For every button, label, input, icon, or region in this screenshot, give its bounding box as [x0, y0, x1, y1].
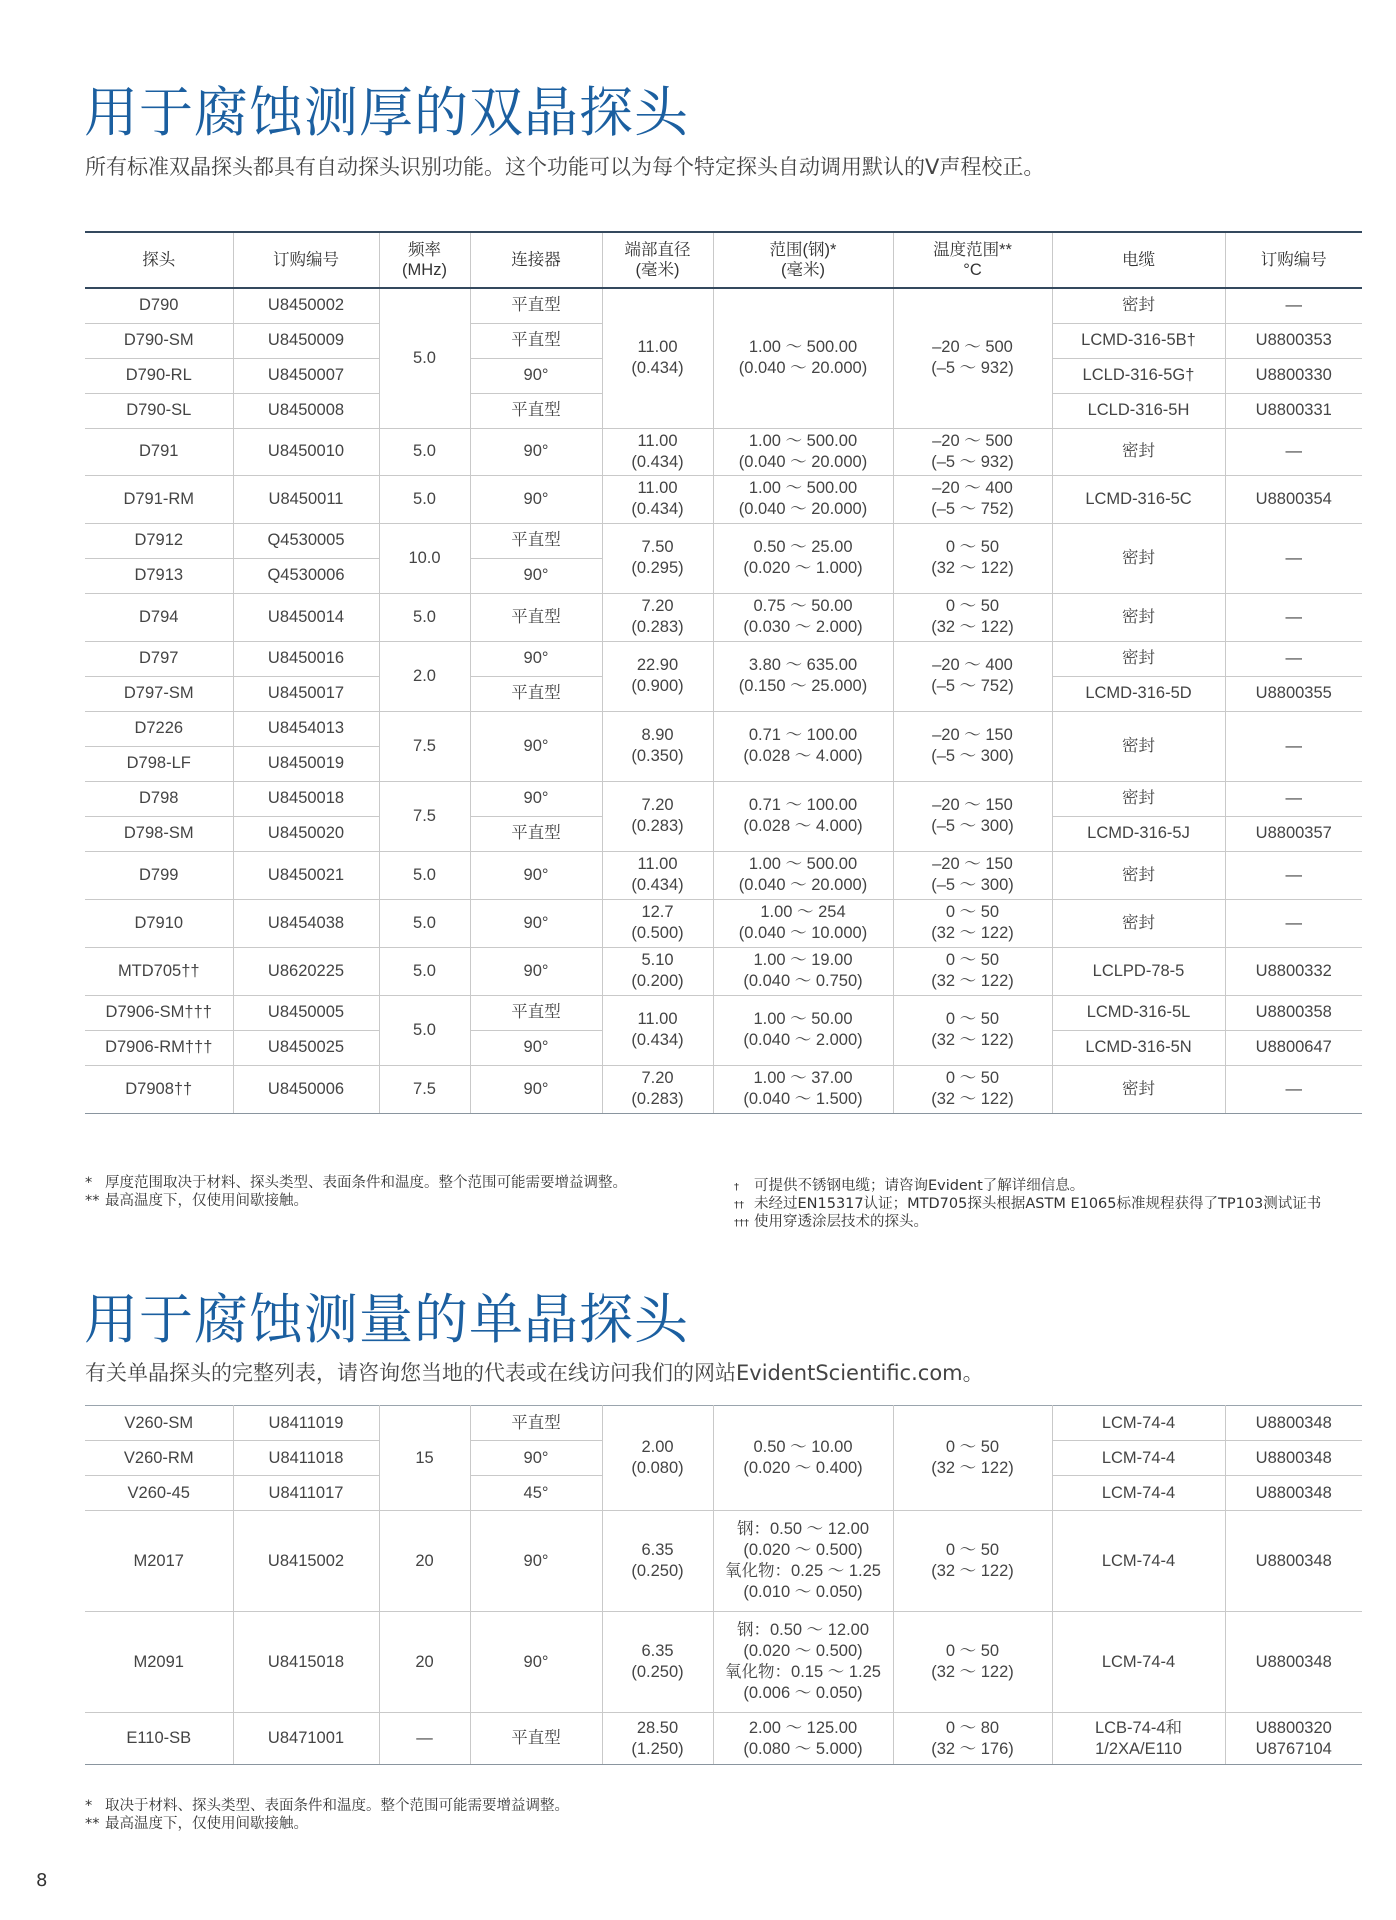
freq-cell: 5.0 — [379, 899, 470, 947]
freq-cell: 5.0 — [379, 288, 470, 428]
temp-cell: 0 ～ 50 (32 ～ 122) — [893, 899, 1052, 947]
probe-cell: D794 — [85, 593, 233, 641]
cable-cell: LCMD-316-5J — [1052, 816, 1225, 851]
diameter-cell: 5.10 (0.200) — [602, 947, 713, 995]
cable-cell: LCMD-316-5D — [1052, 676, 1225, 711]
freq-cell: 5.0 — [379, 947, 470, 995]
table-header-row — [85, 232, 1362, 288]
diameter-cell: 11.00 (0.434) — [602, 288, 713, 428]
probe-cell: D790-SL — [85, 393, 233, 428]
temp-cell: 0 ～ 50 (32 ～ 122) — [893, 995, 1052, 1065]
connector-cell: 90° — [470, 1030, 602, 1065]
freq-cell: — — [379, 1713, 470, 1765]
footnote — [85, 1815, 308, 1833]
order-cell: U8450002 — [233, 288, 379, 323]
probe-cell: D797 — [85, 641, 233, 676]
connector-cell: 平直型 — [470, 816, 602, 851]
freq-cell: 5.0 — [379, 593, 470, 641]
order-cell: U8450009 — [233, 323, 379, 358]
table-row — [85, 641, 1362, 676]
cable-order-cell: U8800358 — [1225, 995, 1362, 1030]
col-header: 温度范围** °C — [893, 232, 1052, 288]
diameter-cell: 6.35 (0.250) — [602, 1612, 713, 1713]
temp-cell: –20 ～ 500 (–5 ～ 932) — [893, 428, 1052, 475]
order-cell: U8411018 — [233, 1441, 379, 1476]
cable-order-cell: U8800332 — [1225, 947, 1362, 995]
range-cell: 1.00 ～ 254 (0.040 ～ 10.000) — [713, 899, 893, 947]
range-cell: 0.75 ～ 50.00 (0.030 ～ 2.000) — [713, 593, 893, 641]
page-number: 8 — [36, 1870, 48, 1891]
freq-cell: 5.0 — [379, 851, 470, 899]
order-cell: U8450017 — [233, 676, 379, 711]
table-row — [85, 1406, 1362, 1441]
order-cell: U8450008 — [233, 393, 379, 428]
section1-subtitle: 所有标准双晶探头都具有自动探头识别功能。这个功能可以为每个特定探头自动调用默认的V声程校正。 — [85, 155, 1045, 179]
probe-cell: D799 — [85, 851, 233, 899]
diameter-cell: 8.90 (0.350) — [602, 711, 713, 781]
col-header: 频率 (MHz) — [379, 232, 470, 288]
cable-cell: LCM-74-4 — [1052, 1511, 1225, 1612]
connector-cell: 90° — [470, 781, 602, 816]
connector-cell: 90° — [470, 475, 602, 523]
cable-order-cell: U8800348 — [1225, 1441, 1362, 1476]
connector-cell: 90° — [470, 428, 602, 475]
cable-order-cell: U8800354 — [1225, 475, 1362, 523]
diameter-cell: 7.20 (0.283) — [602, 1065, 713, 1113]
table-row — [85, 523, 1362, 558]
probe-cell: D7908†† — [85, 1065, 233, 1113]
connector-cell: 平直型 — [470, 995, 602, 1030]
cable-order-cell: U8800331 — [1225, 393, 1362, 428]
range-cell: 3.80 ～ 635.00 (0.150 ～ 25.000) — [713, 641, 893, 711]
cable-order-cell: — — [1225, 851, 1362, 899]
diameter-cell: 11.00 (0.434) — [602, 851, 713, 899]
footnote-mark: ** — [85, 1193, 100, 1209]
probe-cell: E110-SB — [85, 1713, 233, 1765]
probe-cell: D790 — [85, 288, 233, 323]
col-header: 连接器 — [470, 232, 602, 288]
footnote-mark: * — [85, 1798, 93, 1814]
col-header: 探头 — [85, 232, 233, 288]
order-cell: U8415018 — [233, 1612, 379, 1713]
cable-cell: 密封 — [1052, 641, 1225, 676]
freq-cell: 10.0 — [379, 523, 470, 593]
freq-cell: 7.5 — [379, 781, 470, 851]
connector-cell: 90° — [470, 1441, 602, 1476]
cable-order-cell: U8800348 — [1225, 1511, 1362, 1612]
range-cell: 1.00 ～ 37.00 (0.040 ～ 1.500) — [713, 1065, 893, 1113]
cable-order-cell: U8800348 — [1225, 1476, 1362, 1511]
order-cell: U8620225 — [233, 947, 379, 995]
order-cell: U8450016 — [233, 641, 379, 676]
col-header: 电缆 — [1052, 232, 1225, 288]
range-cell: 1.00 ～ 50.00 (0.040 ～ 2.000) — [713, 995, 893, 1065]
cable-order-cell: — — [1225, 711, 1362, 781]
range-cell: 钢：0.50 ～ 12.00 (0.020 ～ 0.500) 氧化物：0.25 ～ 1.25 (0.010 ～ 0.050) — [713, 1511, 893, 1612]
connector-cell: 平直型 — [470, 593, 602, 641]
freq-cell: 7.5 — [379, 1065, 470, 1113]
freq-cell: 5.0 — [379, 475, 470, 523]
cable-cell: LCLD-316-5H — [1052, 393, 1225, 428]
freq-cell: 15 — [379, 1406, 470, 1511]
table-row — [85, 593, 1362, 641]
diameter-cell: 11.00 (0.434) — [602, 995, 713, 1065]
table-row — [85, 1065, 1362, 1113]
footnote-text: 最高温度下，仅使用间歇接触。 — [105, 1193, 308, 1209]
order-cell: U8450021 — [233, 851, 379, 899]
order-cell: U8450019 — [233, 746, 379, 781]
range-cell: 1.00 ～ 500.00 (0.040 ～ 20.000) — [713, 851, 893, 899]
probe-cell: D7906-SM††† — [85, 995, 233, 1030]
order-cell: U8450018 — [233, 781, 379, 816]
probe-cell: MTD705†† — [85, 947, 233, 995]
cable-order-cell: U8800353 — [1225, 323, 1362, 358]
range-cell: 0.71 ～ 100.00 (0.028 ～ 4.000) — [713, 711, 893, 781]
order-cell: U8450010 — [233, 428, 379, 475]
cable-cell: 密封 — [1052, 899, 1225, 947]
freq-cell: 5.0 — [379, 995, 470, 1065]
cable-order-cell: U8800348 — [1225, 1612, 1362, 1713]
temp-cell: –20 ～ 400 (–5 ～ 752) — [893, 641, 1052, 711]
cable-cell: LCM-74-4 — [1052, 1406, 1225, 1441]
order-cell: Q4530006 — [233, 558, 379, 593]
connector-cell: 90° — [470, 641, 602, 676]
range-cell: 1.00 ～ 500.00 (0.040 ～ 20.000) — [713, 428, 893, 475]
range-cell: 1.00 ～ 500.00 (0.040 ～ 20.000) — [713, 475, 893, 523]
freq-cell: 20 — [379, 1511, 470, 1612]
footnote-mark: †† — [734, 1200, 744, 1211]
connector-cell: 平直型 — [470, 393, 602, 428]
connector-cell: 平直型 — [470, 1713, 602, 1765]
footnote — [734, 1177, 1084, 1197]
temp-cell: –20 ～ 500 (–5 ～ 932) — [893, 288, 1052, 428]
diameter-cell: 6.35 (0.250) — [602, 1511, 713, 1612]
order-cell: U8450020 — [233, 816, 379, 851]
order-cell: U8454013 — [233, 711, 379, 746]
cable-cell: 密封 — [1052, 593, 1225, 641]
cable-cell: 密封 — [1052, 1065, 1225, 1113]
range-cell: 1.00 ～ 19.00 (0.040 ～ 0.750) — [713, 947, 893, 995]
footnote-text: 厚度范围取决于材料、探头类型、表面条件和温度。整个范围可能需要增益调整。 — [105, 1175, 627, 1191]
probe-cell: D7912 — [85, 523, 233, 558]
section1-title: 用于腐蚀测厚的双晶探头 — [84, 81, 689, 144]
cable-cell: LCM-74-4 — [1052, 1476, 1225, 1511]
footnote-text: 未经过EN15317认证；MTD705探头根据ASTM E1065标准规程获得了TP103测试证书 — [754, 1196, 1322, 1212]
probe-cell: D7910 — [85, 899, 233, 947]
footnote-mark: ** — [85, 1816, 100, 1832]
table-row — [85, 428, 1362, 475]
connector-cell: 平直型 — [470, 1406, 602, 1441]
table-row — [85, 781, 1362, 816]
temp-cell: –20 ～ 150 (–5 ～ 300) — [893, 781, 1052, 851]
table-row — [85, 1511, 1362, 1612]
diameter-cell: 7.20 (0.283) — [602, 781, 713, 851]
temp-cell: –20 ～ 150 (–5 ～ 300) — [893, 711, 1052, 781]
cable-order-cell: — — [1225, 428, 1362, 475]
cable-order-cell: — — [1225, 781, 1362, 816]
order-cell: U8471001 — [233, 1713, 379, 1765]
connector-cell: 平直型 — [470, 523, 602, 558]
freq-cell: 2.0 — [379, 641, 470, 711]
connector-cell: 90° — [470, 851, 602, 899]
probe-cell: D7913 — [85, 558, 233, 593]
temp-cell: 0 ～ 50 (32 ～ 122) — [893, 947, 1052, 995]
connector-cell: 45° — [470, 1476, 602, 1511]
table-row — [85, 851, 1362, 899]
cable-cell: LCMD-316-5L — [1052, 995, 1225, 1030]
table-row — [85, 1713, 1362, 1765]
range-cell: 2.00 ～ 125.00 (0.080 ～ 5.000) — [713, 1713, 893, 1765]
cable-order-cell: U8800647 — [1225, 1030, 1362, 1065]
probe-cell: D791 — [85, 428, 233, 475]
probe-cell: D7226 — [85, 711, 233, 746]
cable-order-cell: U8800320 U8767104 — [1225, 1713, 1362, 1765]
freq-cell: 20 — [379, 1612, 470, 1713]
cable-cell: 密封 — [1052, 428, 1225, 475]
temp-cell: –20 ～ 400 (–5 ～ 752) — [893, 475, 1052, 523]
order-cell: U8450011 — [233, 475, 379, 523]
temp-cell: 0 ～ 50 (32 ～ 122) — [893, 1406, 1052, 1511]
table-row — [85, 947, 1362, 995]
table-row — [85, 475, 1362, 523]
cable-cell: LCMD-316-5N — [1052, 1030, 1225, 1065]
probe-cell: V260-SM — [85, 1406, 233, 1441]
footnote-text: 可提供不锈钢电缆；请咨询Evident了解详细信息。 — [754, 1178, 1085, 1194]
order-cell: U8450025 — [233, 1030, 379, 1065]
cable-order-cell: U8800348 — [1225, 1406, 1362, 1441]
footnote — [734, 1213, 928, 1233]
range-cell: 1.00 ～ 500.00 (0.040 ～ 20.000) — [713, 288, 893, 428]
cable-cell: LCMD-316-5B† — [1052, 323, 1225, 358]
footnote-mark: † — [734, 1182, 739, 1193]
order-cell: Q4530005 — [233, 523, 379, 558]
cable-cell: 密封 — [1052, 288, 1225, 323]
freq-cell: 5.0 — [379, 428, 470, 475]
range-cell: 0.50 ～ 10.00 (0.020 ～ 0.400) — [713, 1406, 893, 1511]
cable-order-cell: — — [1225, 288, 1362, 323]
connector-cell: 平直型 — [470, 323, 602, 358]
probe-cell: V260-RM — [85, 1441, 233, 1476]
temp-cell: 0 ～ 50 (32 ～ 122) — [893, 523, 1052, 593]
probe-cell: V260-45 — [85, 1476, 233, 1511]
order-cell: U8411019 — [233, 1406, 379, 1441]
col-header: 范围(钢)* (毫米) — [713, 232, 893, 288]
probe-cell: D797-SM — [85, 676, 233, 711]
cable-cell: LCM-74-4 — [1052, 1441, 1225, 1476]
cable-cell: 密封 — [1052, 851, 1225, 899]
single-element-table — [85, 1405, 1362, 1765]
connector-cell: 90° — [470, 558, 602, 593]
cable-cell: 密封 — [1052, 711, 1225, 781]
diameter-cell: 7.50 (0.295) — [602, 523, 713, 593]
footnote-mark: ††† — [734, 1218, 749, 1229]
connector-cell: 平直型 — [470, 288, 602, 323]
cable-cell: LCLPD-78-5 — [1052, 947, 1225, 995]
cable-cell: LCB-74-4和 1/2XA/E110 — [1052, 1713, 1225, 1765]
footnote — [734, 1195, 1321, 1215]
cable-cell: LCLD-316-5G† — [1052, 358, 1225, 393]
footnote-text: 取决于材料、探头类型、表面条件和温度。整个范围可能需要增益调整。 — [105, 1798, 569, 1814]
cable-order-cell: — — [1225, 1065, 1362, 1113]
col-header: 订购编号 — [233, 232, 379, 288]
probe-cell: D790-RL — [85, 358, 233, 393]
connector-cell: 90° — [470, 358, 602, 393]
footnote — [85, 1174, 627, 1192]
range-cell: 钢：0.50 ～ 12.00 (0.020 ～ 0.500) 氧化物：0.15 ～ 1.25 (0.006 ～ 0.050) — [713, 1612, 893, 1713]
cable-order-cell: U8800357 — [1225, 816, 1362, 851]
diameter-cell: 11.00 (0.434) — [602, 475, 713, 523]
cable-order-cell: U8800330 — [1225, 358, 1362, 393]
cable-order-cell: U8800355 — [1225, 676, 1362, 711]
temp-cell: 0 ～ 50 (32 ～ 122) — [893, 593, 1052, 641]
temp-cell: 0 ～ 50 (32 ～ 122) — [893, 1511, 1052, 1612]
range-cell: 0.50 ～ 25.00 (0.020 ～ 1.000) — [713, 523, 893, 593]
cable-cell: 密封 — [1052, 523, 1225, 593]
cable-order-cell: — — [1225, 899, 1362, 947]
probe-cell: M2091 — [85, 1612, 233, 1713]
probe-cell: D798 — [85, 781, 233, 816]
probe-cell: D791-RM — [85, 475, 233, 523]
connector-cell: 90° — [470, 1065, 602, 1113]
section2-subtitle: 有关单晶探头的完整列表，请咨询您当地的代表或在线访问我们的网站EvidentScientific.com。 — [85, 1361, 984, 1385]
cable-cell: 密封 — [1052, 781, 1225, 816]
temp-cell: –20 ～ 150 (–5 ～ 300) — [893, 851, 1052, 899]
diameter-cell: 12.7 (0.500) — [602, 899, 713, 947]
diameter-cell: 2.00 (0.080) — [602, 1406, 713, 1511]
footnote-text: 使用穿透涂层技术的探头。 — [754, 1214, 928, 1230]
connector-cell: 90° — [470, 711, 602, 781]
footnote-text: 最高温度下，仅使用间歇接触。 — [105, 1816, 308, 1832]
col-header: 端部直径 (毫米) — [602, 232, 713, 288]
cable-order-cell: — — [1225, 523, 1362, 593]
order-cell: U8415002 — [233, 1511, 379, 1612]
order-cell: U8450014 — [233, 593, 379, 641]
temp-cell: 0 ～ 50 (32 ～ 122) — [893, 1065, 1052, 1113]
probe-cell: D798-LF — [85, 746, 233, 781]
cable-cell: LCMD-316-5C — [1052, 475, 1225, 523]
probe-cell: D798-SM — [85, 816, 233, 851]
order-cell: U8450006 — [233, 1065, 379, 1113]
order-cell: U8450007 — [233, 358, 379, 393]
col-header: 订购编号 — [1225, 232, 1362, 288]
connector-cell: 90° — [470, 1511, 602, 1612]
connector-cell: 平直型 — [470, 676, 602, 711]
table-row — [85, 899, 1362, 947]
table-row — [85, 288, 1362, 323]
cable-order-cell: — — [1225, 641, 1362, 676]
diameter-cell: 7.20 (0.283) — [602, 593, 713, 641]
probe-cell: D790-SM — [85, 323, 233, 358]
section2-title: 用于腐蚀测量的单晶探头 — [84, 1288, 689, 1351]
table-row — [85, 711, 1362, 746]
probe-cell: M2017 — [85, 1511, 233, 1612]
table-row — [85, 1612, 1362, 1713]
footnote-mark: * — [85, 1175, 93, 1191]
footnote — [85, 1797, 569, 1815]
connector-cell: 90° — [470, 947, 602, 995]
range-cell: 0.71 ～ 100.00 (0.028 ～ 4.000) — [713, 781, 893, 851]
connector-cell: 90° — [470, 1612, 602, 1713]
cable-cell: LCM-74-4 — [1052, 1612, 1225, 1713]
order-cell: U8450005 — [233, 995, 379, 1030]
freq-cell: 7.5 — [379, 711, 470, 781]
diameter-cell: 28.50 (1.250) — [602, 1713, 713, 1765]
probe-cell: D7906-RM††† — [85, 1030, 233, 1065]
dual-element-table — [85, 231, 1362, 1114]
diameter-cell: 11.00 (0.434) — [602, 428, 713, 475]
order-cell: U8454038 — [233, 899, 379, 947]
cable-order-cell: — — [1225, 593, 1362, 641]
temp-cell: 0 ～ 80 (32 ～ 176) — [893, 1713, 1052, 1765]
order-cell: U8411017 — [233, 1476, 379, 1511]
connector-cell: 90° — [470, 899, 602, 947]
footnote — [85, 1192, 308, 1210]
diameter-cell: 22.90 (0.900) — [602, 641, 713, 711]
temp-cell: 0 ～ 50 (32 ～ 122) — [893, 1612, 1052, 1713]
table-row — [85, 995, 1362, 1030]
